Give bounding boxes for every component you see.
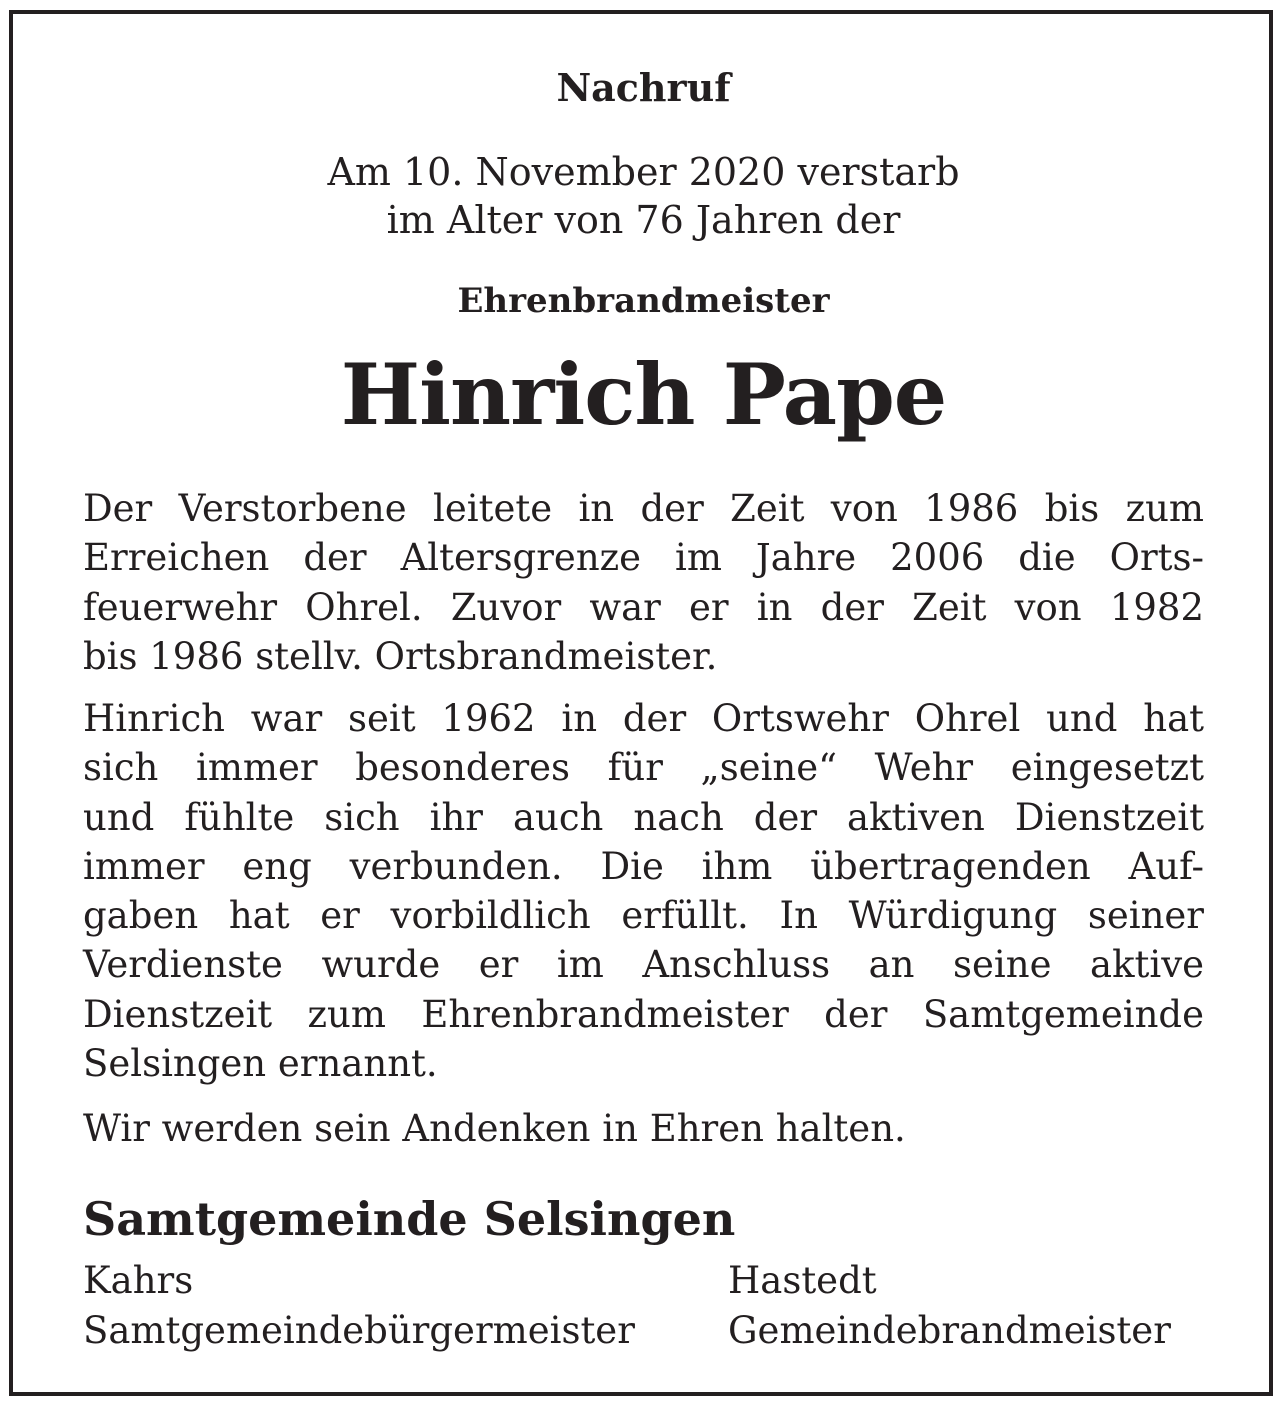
text-line: immer eng verbunden. Die ihm übertragenden Auf- bbox=[83, 844, 1204, 888]
text-line: Wir werden sein Andenken in Ehren halten. bbox=[83, 1107, 906, 1150]
text-line: bis 1986 stellv. Ortsbrandmeister. bbox=[83, 634, 718, 678]
text-line: feuerwehr Ohrel. Zuvor war er in der Zeit von 1982 bbox=[83, 585, 1204, 629]
deceased-role: Ehrenbrandmeister bbox=[457, 281, 830, 321]
signatory-left bbox=[83, 1256, 635, 1356]
intro-line: im Alter von 76 Jahren der bbox=[386, 198, 901, 242]
signatory-right bbox=[728, 1256, 1171, 1356]
intro-line: Am 10. November 2020 verstarb bbox=[327, 150, 960, 194]
text-line: Dienstzeit zum Ehrenbrandmeister der Samtgemeinde bbox=[83, 992, 1204, 1036]
signatory-name: Hastedt bbox=[728, 1259, 877, 1302]
paragraph-closing bbox=[83, 1104, 1204, 1153]
text-line: Erreichen der Altersgrenze im Jahre 2006 die Orts- bbox=[83, 536, 1204, 580]
text-line: Selsingen ernannt. bbox=[83, 1042, 438, 1086]
signatory-title: Samtgemeindebürgermeister bbox=[83, 1309, 635, 1352]
notice-heading: Nachruf bbox=[556, 65, 731, 110]
paragraph-tribute bbox=[83, 694, 1204, 1088]
text-line: sich immer besonderes für „seine“ Wehr eingesetzt bbox=[83, 746, 1204, 790]
signatory-name: Kahrs bbox=[83, 1259, 194, 1302]
intro-text bbox=[83, 148, 1204, 244]
text-line: und fühlte sich ihr auch nach der aktiven Dienstzeit bbox=[83, 795, 1204, 839]
paragraph-career bbox=[83, 484, 1204, 681]
text-line: gaben hat er vorbildlich erfüllt. In Würdigung seiner bbox=[83, 894, 1204, 938]
deceased-name: Hinrich Pape bbox=[340, 345, 947, 444]
text-line: Hinrich war seit 1962 in der Ortswehr Ohrel und hat bbox=[83, 697, 1204, 740]
text-line: Der Verstorbene leitete in der Zeit von 1986 bis zum bbox=[83, 487, 1204, 530]
signatory-title: Gemeindebrandmeister bbox=[728, 1309, 1171, 1352]
notice-frame bbox=[9, 10, 1273, 1396]
text-line: Verdienste wurde er im Anschluss an seine aktive bbox=[83, 943, 1204, 987]
organization-name: Samtgemeinde Selsingen bbox=[83, 1192, 736, 1246]
